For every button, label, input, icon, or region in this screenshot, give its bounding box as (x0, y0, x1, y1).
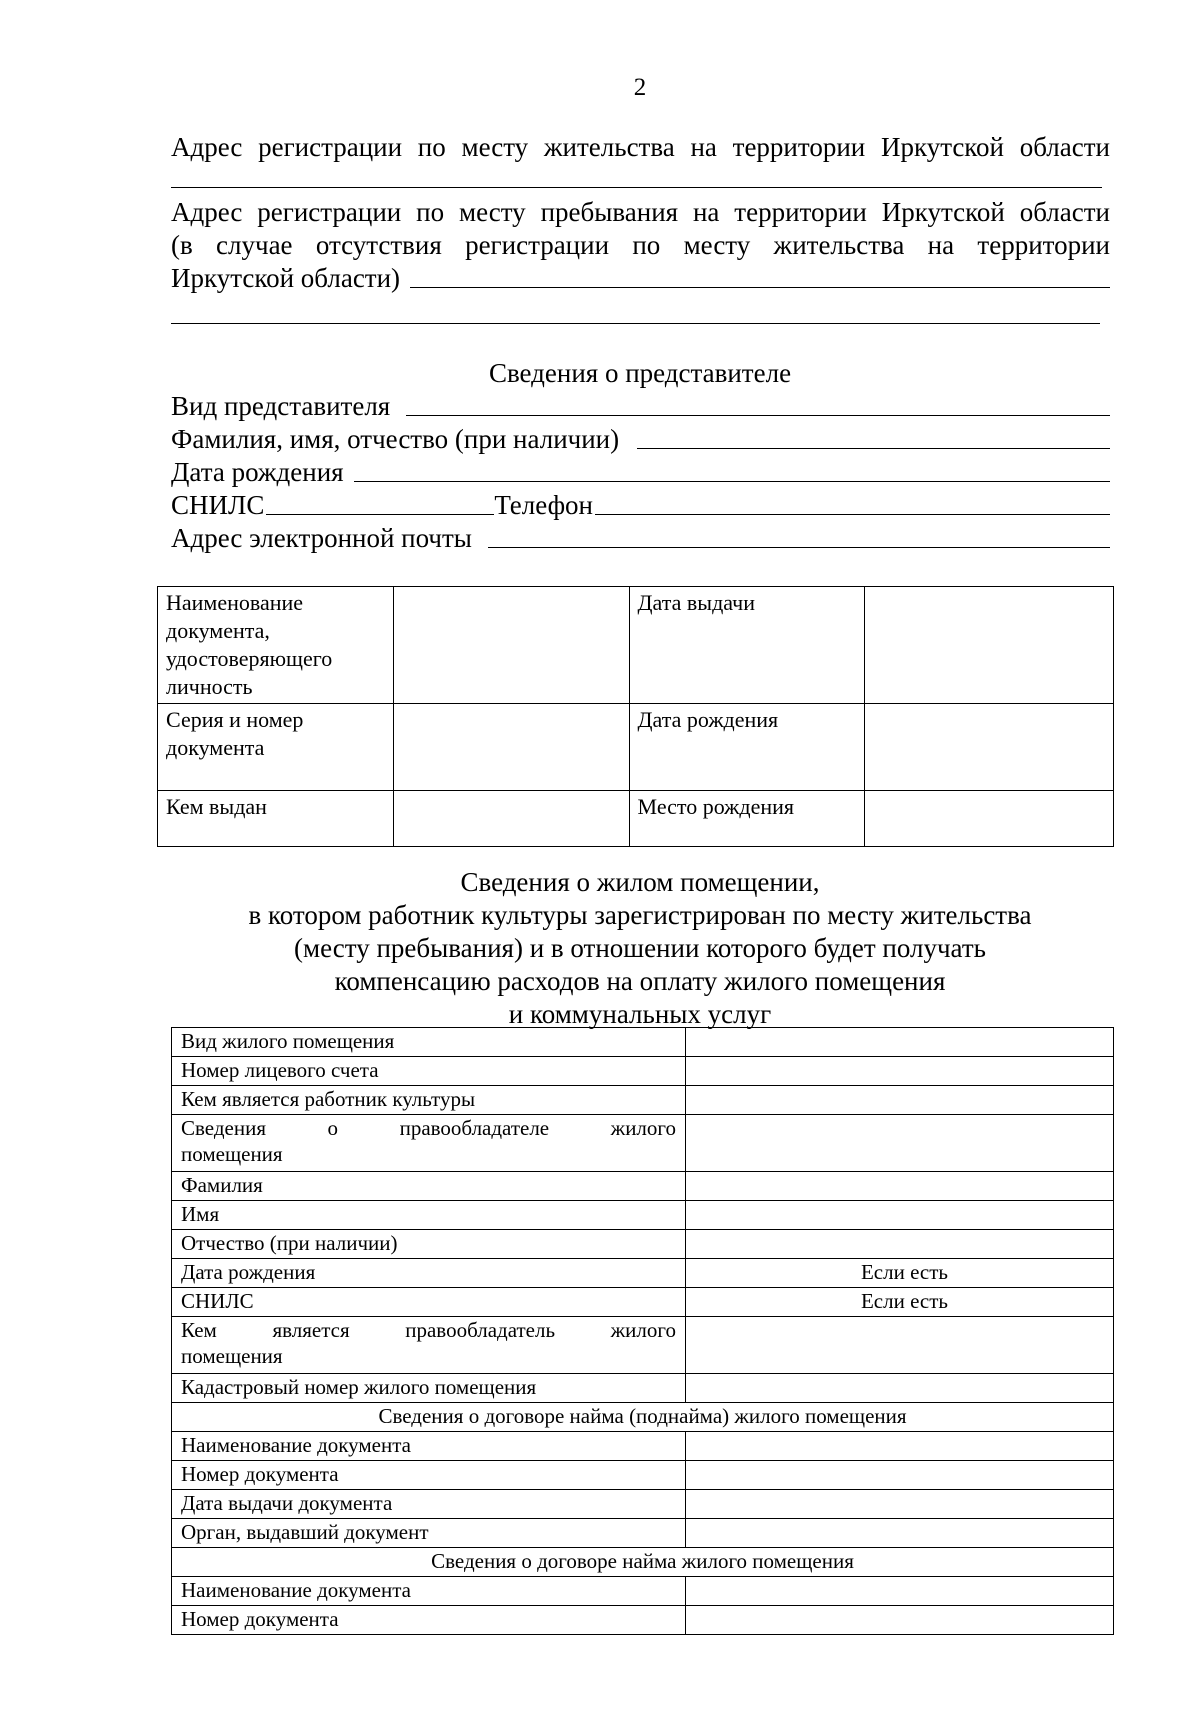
table-row (172, 1028, 1114, 1057)
row-label: Дата рождения (172, 1259, 686, 1288)
stay-address-label-line1: Адрес регистрации по месту пребывания на территории Иркутской области (171, 197, 1110, 227)
row-value[interactable] (686, 1606, 1114, 1635)
row-label: Номер лицевого счета (172, 1057, 686, 1086)
row-label: Номер документа (172, 1461, 686, 1490)
housing-heading-line3: (месту пребывания) и в отношении которого будет получать (294, 933, 986, 963)
stay-address-field[interactable] (410, 287, 1110, 288)
table-row (172, 1461, 1114, 1490)
table-section-row (172, 1548, 1114, 1577)
table-cell-label: Наименование документа, удостоверяющего личность (158, 587, 394, 704)
table-cell-input[interactable] (865, 791, 1114, 847)
stay-address-label-line2: (в случае отсутствия регистрации по месту жительства на территории (171, 230, 1110, 260)
row-label: Фамилия (172, 1172, 686, 1201)
table-cell-label: Дата рождения (629, 704, 865, 791)
stay-address-field-2[interactable] (171, 323, 1100, 324)
row-label: Отчество (при наличии) (172, 1230, 686, 1259)
row-label-line2: помещения (181, 1142, 283, 1166)
stay-address-line3 (171, 262, 1110, 295)
row-value[interactable] (686, 1172, 1114, 1201)
table-cell-input[interactable] (393, 704, 629, 791)
table-row (172, 1230, 1114, 1259)
table-cell-input[interactable] (865, 704, 1114, 791)
residence-address-label: Адрес регистрации по месту жительства на территории Иркутской области (171, 132, 1110, 162)
row-value[interactable] (686, 1028, 1114, 1057)
representative-snils-label: СНИЛС (171, 490, 265, 520)
row-value[interactable] (686, 1490, 1114, 1519)
row-label: Кадастровый номер жилого помещения (172, 1374, 686, 1403)
representative-email-field[interactable] (488, 547, 1110, 548)
representative-name-field[interactable] (637, 448, 1110, 449)
identity-document-table (157, 586, 1114, 847)
row-value[interactable] (686, 1230, 1114, 1259)
housing-heading-line2: в котором работник культуры зарегистрирован по месту жительства (248, 900, 1032, 930)
row-label: Кем является работник культуры (172, 1086, 686, 1115)
table-row (172, 1606, 1114, 1635)
representative-heading: Сведения о представителе (488, 358, 792, 388)
table-row (172, 1577, 1114, 1606)
stay-address-label-line3: Иркутской области) (171, 263, 401, 293)
row-label: Номер документа (172, 1606, 686, 1635)
table-cell-label: Место рождения (629, 791, 865, 847)
representative-email-label: Адрес электронной почты (171, 523, 472, 553)
table-cell-input[interactable] (393, 791, 629, 847)
row-value[interactable] (686, 1057, 1114, 1086)
representative-birth-row (171, 456, 1110, 489)
row-label: Наименование документа (172, 1577, 686, 1606)
table-row (158, 791, 1114, 847)
table-row (172, 1317, 1114, 1374)
residence-address-field[interactable] (171, 187, 1102, 188)
table-row (172, 1432, 1114, 1461)
row-value[interactable] (686, 1461, 1114, 1490)
row-value[interactable] (686, 1577, 1114, 1606)
table-row (158, 587, 1114, 704)
housing-heading-line4: компенсацию расходов на оплату жилого помещения (334, 966, 946, 996)
representative-email-row (171, 522, 1110, 555)
table-cell-label: Дата выдачи (629, 587, 865, 704)
row-label-line2: помещения (181, 1344, 283, 1368)
row-value[interactable] (686, 1432, 1114, 1461)
row-label (172, 1115, 686, 1172)
representative-phone-label: Телефон (494, 490, 594, 520)
row-label (172, 1317, 686, 1374)
table-row (172, 1374, 1114, 1403)
representative-snils-field[interactable] (266, 514, 494, 515)
representative-name-row (171, 423, 1110, 456)
table-cell-label: Кем выдан (158, 791, 394, 847)
row-label: Наименование документа (172, 1432, 686, 1461)
table-row (172, 1490, 1114, 1519)
housing-table (171, 1027, 1114, 1635)
representative-type-row (171, 390, 1110, 423)
row-label-line1: Сведения о правообладателе жилого (181, 1116, 676, 1140)
row-label: СНИЛС (172, 1288, 686, 1317)
row-label: Имя (172, 1201, 686, 1230)
representative-name-label: Фамилия, имя, отчество (при наличии) (171, 424, 620, 454)
row-value[interactable] (686, 1086, 1114, 1115)
table-row (172, 1086, 1114, 1115)
housing-heading-line5: и коммунальных услуг (508, 999, 772, 1029)
row-value[interactable] (686, 1115, 1114, 1172)
table-cell-input[interactable] (865, 587, 1114, 704)
row-value[interactable] (686, 1374, 1114, 1403)
table-row (172, 1172, 1114, 1201)
representative-birth-field[interactable] (354, 481, 1110, 482)
housing-heading-line1: Сведения о жилом помещении, (460, 867, 820, 897)
representative-type-field[interactable] (406, 415, 1110, 416)
representative-phone-field[interactable] (595, 514, 1110, 515)
row-label: Дата выдачи документа (172, 1490, 686, 1519)
row-value[interactable] (686, 1201, 1114, 1230)
page-number: 2 (633, 74, 647, 101)
table-row (172, 1519, 1114, 1548)
table-cell-label: Серия и номер документа (158, 704, 394, 791)
representative-type-label: Вид представителя (171, 391, 391, 421)
table-cell-input[interactable] (393, 587, 629, 704)
row-label: Орган, выдавший документ (172, 1519, 686, 1548)
table-row (172, 1057, 1114, 1086)
row-label-line1: Кем является правообладатель жилого (181, 1318, 676, 1342)
representative-snils-phone-row (171, 489, 1110, 522)
row-value[interactable]: Если есть (686, 1259, 1114, 1288)
representative-birth-label: Дата рождения (171, 457, 344, 487)
table-row (172, 1288, 1114, 1317)
section-heading: Сведения о договоре найма жилого помещения (172, 1548, 1114, 1577)
row-label: Вид жилого помещения (172, 1028, 686, 1057)
table-row (172, 1115, 1114, 1172)
section-heading: Сведения о договоре найма (поднайма) жилого помещения (172, 1403, 1114, 1432)
table-section-row (172, 1403, 1114, 1432)
table-row (172, 1259, 1114, 1288)
row-value[interactable]: Если есть (686, 1288, 1114, 1317)
table-row (158, 704, 1114, 791)
row-value[interactable] (686, 1317, 1114, 1374)
table-row (172, 1201, 1114, 1230)
row-value[interactable] (686, 1519, 1114, 1548)
